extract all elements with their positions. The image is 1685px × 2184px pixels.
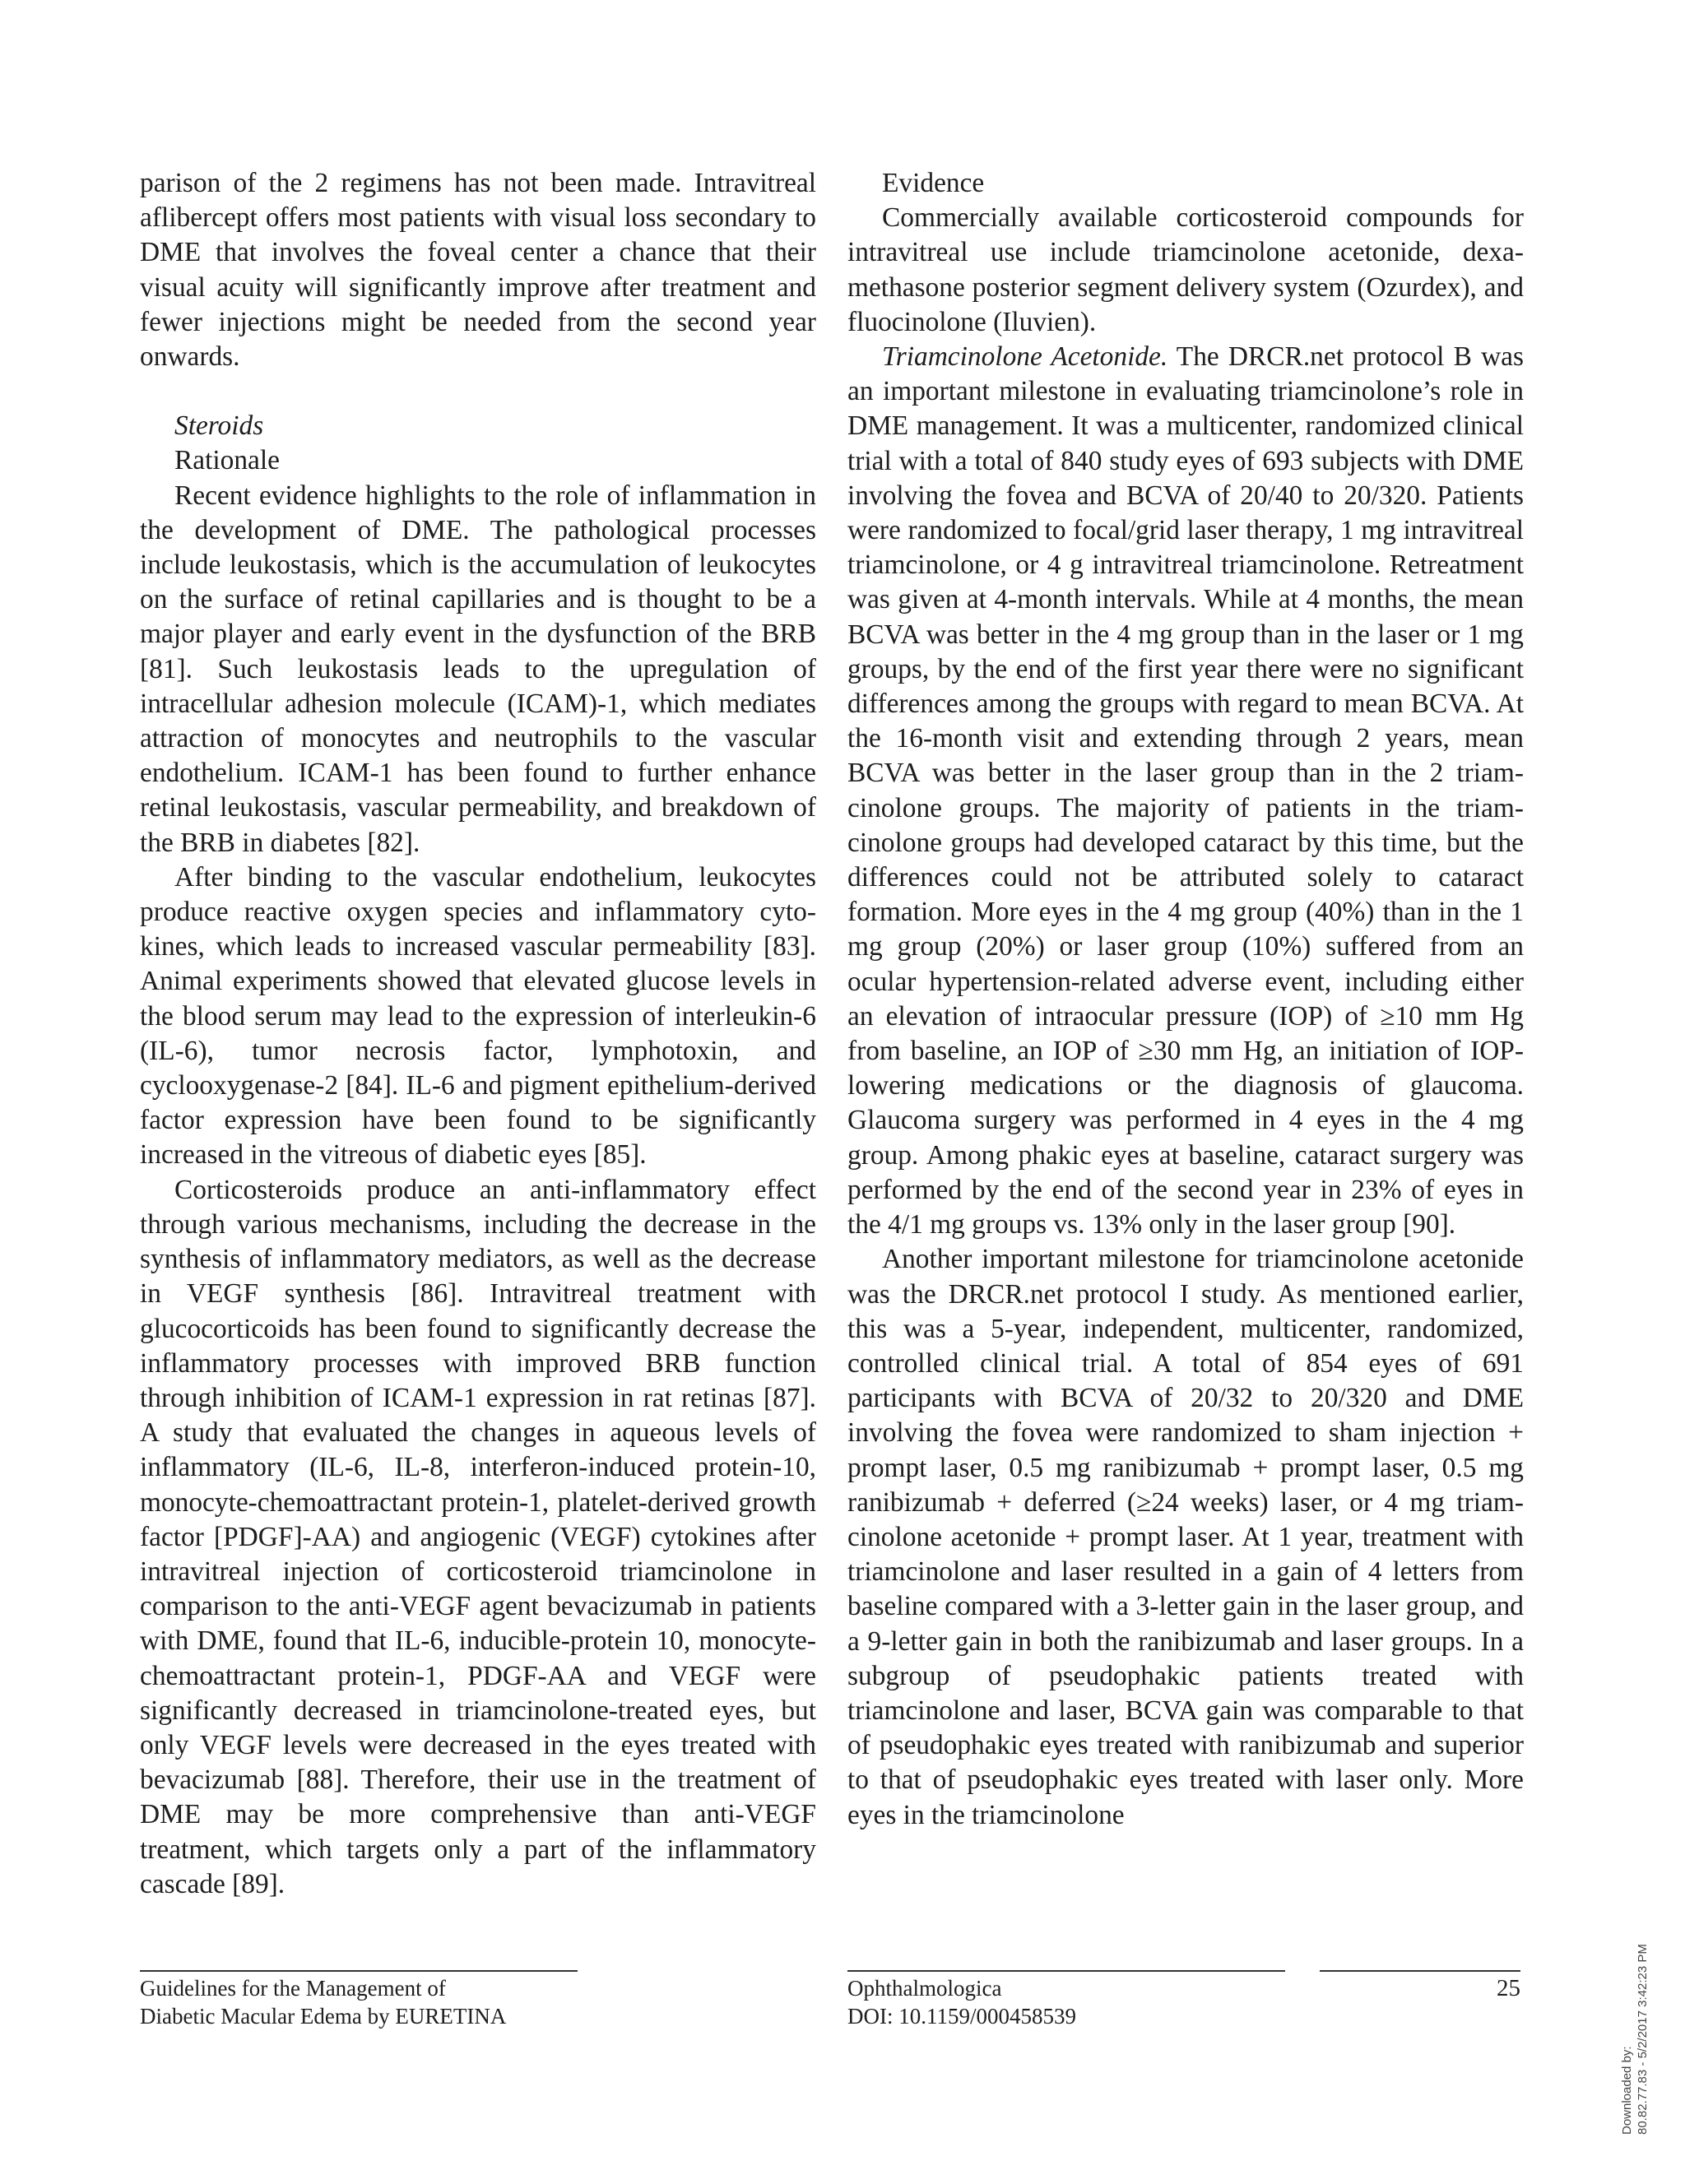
subheading-evidence: Evidence: [882, 168, 985, 198]
paragraph-corticosteroids: Corticosteroids produce an anti-inflammatory effect through various mechanisms, including the decrease in the synthesis of inflammatory mediators, as well as the decrease in VEGF synthesis [86]. Intravitreal treatment with glucocorticoids has been found to significantly decrease the inflammatory processes with improved BRB function through inhibition of ICAM-1 expression in rat retinas [87]. A study that evaluated the changes in aqueous levels of inflammatory (IL-6, IL-8, interferon-induced protein-10, monocyte-chemoattractant protein-1, platelet-derived growth factor [PDGF]-AA) and angiogenic (VEGF) cytokines after intravitreal injection of corticosteroid triamcinolone in comparison to the anti-VEGF agent bevacizumab in patients with DME, found that IL-6, inducible-protein 10, monocyte-chemoattractant protein-1, PDGF-AA and VEGF were significantly decreased in triamcinolone-treated eyes, but only VEGF levels were decreased in the eyes treated with bevacizumab [88]. Therefore, their use in the treatment of DME may be more comprehensive than anti-VEGF treatment, which targets only a part of the inflammatory cascade [89].: [140, 1174, 816, 1899]
download-stamp-line-1: Downloaded by:: [1620, 2046, 1634, 2135]
subheading-rationale: Rationale: [174, 445, 280, 476]
download-watermark: [1619, 1944, 1650, 2135]
download-stamp-line-2: 80.82.77.83 - 5/2/2017 3:42:23 PM: [1636, 1944, 1650, 2135]
footer-article-title: [140, 1974, 506, 2030]
footer-rule-left: [140, 1970, 578, 1972]
run-in-heading-triamcinolone: Triamcinolone Acetonide.: [882, 341, 1168, 373]
section-heading-steroids: Steroids: [174, 410, 264, 442]
footer-rule-middle: [847, 1970, 1285, 1972]
intro-paragraph: parison of the 2 regimens has not been made. Intravitreal aflibercept offers most patients with visual loss secondary to DME that involves the foveal center a chance that their visual acuity will significantly improve after treatment and fewer injections might be needed from the second year onwards.: [140, 168, 816, 373]
paragraph-protocol-i: Another important milestone for triamcinolone acetonide was the DRCR.net protocol I study. As mentioned earlier, this was a 5-year, independent, multicenter, randomized, controlled clinical trial. A total of 854 eyes of 691 participants with BCVA of 20/32 to 20/320 and DME involving the fovea were randomized to sham injection + prompt laser, 0.5 mg ranibizumab + prompt laser, 0.5 mg ranibizumab + deferred (≥24 weeks) laser, or 4 mg triamcinolone acetonide + prompt laser. At 1 year, treatment with triamcinolone and laser resulted in a gain of 4 letters from baseline compared with a 3-letter gain in the laser group, and a 9-letter gain in both the ranibizumab and laser groups. In a subgroup of pseudophakic patients treated with triamcinolone and laser, BCVA gain was comparable to that of pseudophakic eyes treated with ranibizumab and superior to that of pseudophakic eyes treated with laser only. More eyes in the triamcinolone: [847, 1244, 1524, 1830]
page-number: 25: [1497, 1975, 1520, 2001]
footer-journal-info: [847, 1974, 1076, 2030]
paragraph-protocol-b: [847, 340, 1524, 1242]
paragraph-compounds: Commercially available corticosteroid compounds for intravitreal use include triamcinolone acetonide, dexamethasone posterior segment delivery system (Ozurdex), and fluocinolone (Iluvien).: [847, 202, 1524, 337]
footer-rule-right: [1320, 1970, 1520, 1972]
footer-title-line-1: Guidelines for the Management of: [140, 1976, 446, 2001]
paragraph-inflammation: Recent evidence highlights to the role of inflammation in the development of DME. The pathological processes include leukostasis, which is the accumulation of leukocytes on the surface of retinal capillaries and is thought to be a major player and early event in the dysfunction of the BRB [81]. Such leukostasis leads to the upregulation of intracellular adhesion molecule (ICAM)-1, which mediates attraction of monocytes and neutrophils to the vascular endothelium. ICAM-1 has been found to further enhance retinal leukostasis, vascular permeability, and breakdown of the BRB in diabetes [82].: [140, 480, 816, 858]
footer-doi: DOI: 10.1159/000458539: [847, 2004, 1076, 2029]
left-column: [140, 166, 816, 1902]
paragraph-protocol-b-text: The DRCR.net protocol B was an important milestone in evaluating triamcinolone’s role in DME management. It was a multicenter, randomized clinical trial with a total of 840 study eyes of 693 subjects with DME involving the fovea and BCVA of 20/40 to 20/320. Patients were randomized to focal/grid laser therapy, 1 mg intravitreal triamcinolone, or 4 g intravitreal triamcinolone. Retreatment was given at 4-month intervals. While at 4 months, the mean BCVA was better in the 4 mg group than in the laser or 1 mg groups, by the end of the first year there were no significant differences among the groups with regard to mean BCVA. At the 16-month visit and extending through 2 years, mean BCVA was better in the laser group than in the 2 triamcinolone groups. The majority of patients in the triamcinolone groups had developed cataract by this time, but the differences could not be attributed solely to cataract formation. More eyes in the 4 mg group (40%) than in the 1 mg group (20%) or laser group (10%) suffered from an ocular hypertension-related adverse event, including either an elevation of intraocular pressure (IOP) of ≥10 mm Hg from baseline, an IOP of ≥30 mm Hg, an initiation of IOP-lowering medications or the diagnosis of glaucoma. Glaucoma surgery was performed in 4 eyes in the 4 mg group. Among phakic eyes at baseline, cataract surgery was performed by the end of the second year in 23% of eyes in the 4/1 mg groups vs. 13% only in the laser group [90].: [847, 341, 1525, 1240]
spacer: [140, 374, 816, 409]
paragraph-leukocytes: After binding to the vascular endothelium, leukocytes produce reactive oxygen species and inflammatory cytokines, which leads to increased vascular permeability [83]. Animal experiments showed that elevated glucose levels in the blood serum may lead to the expression of interleukin-6 (IL-6), tumor necrosis factor, lymphotoxin, and cyclooxygenase-2 [84]. IL-6 and pigment epithelium-derived factor expression have been found to be significantly increased in the vitreous of diabetic eyes [85].: [140, 861, 816, 1171]
footer-title-line-2: Diabetic Macular Edema by EURETINA: [140, 2004, 507, 2029]
right-column: [847, 166, 1524, 1833]
footer-journal-name: Ophthalmologica: [847, 1976, 1002, 2001]
